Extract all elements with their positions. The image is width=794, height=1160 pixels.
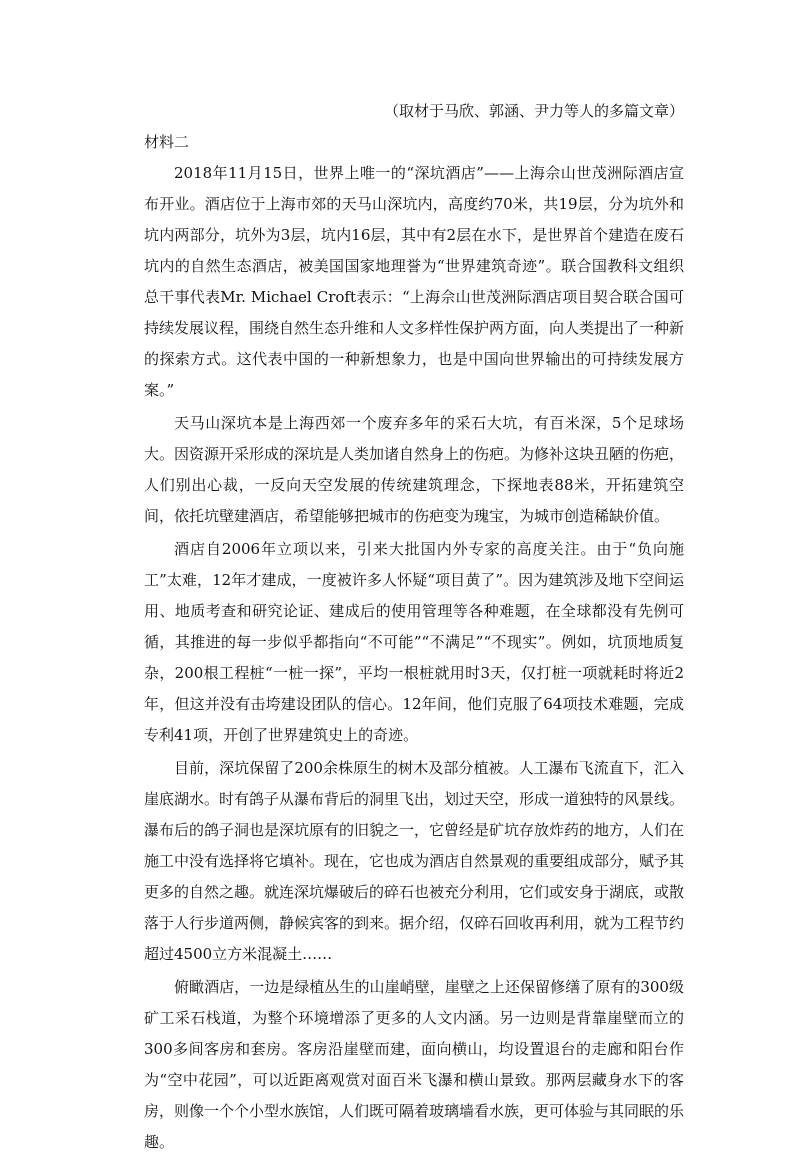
section-title: 材料二 — [144, 133, 190, 151]
paragraph-2: 天马山深坑本是上海西郊一个废弃多年的采石大坑，有百米深，5个足球场大。因资源开采形成的深坑是人类加诸自然身上的伤疤。为修补这块丑陋的伤疤，人们别出心裁，一反向天空发展的传统建筑理念，下探地表88米，开拓建筑空间，依托坑壁建酒店，希望能够把城市的伤疤变为瑰宝，为城市创造稀缺价值。 — [144, 414, 685, 525]
paragraph-1: 2018年11月15日，世界上唯一的“深坑酒店”——上海佘山世茂洲际酒店宣布开业。酒店位于上海市郊的天马山深坑内，高度约70米，共19层，分为坑外和坑内两部分，坑外为3层，坑内16层，其中有2层在水下，是世界首个建造在废石坑内的自然生态酒店，被美国国家地理誉为“世界建筑奇迹”。联合国教科文组织总干事代表Mr. Michael Croft表示：“上海佘山世茂洲际酒店项目契合联合国可持续发展议程，围绕自然生态升维和人文多样性保护两方面，向人类提出了一种新的探索方式。这代表中国的一种新想象力，也是中国向世界输出的可持续发展方案。” — [144, 164, 685, 399]
document-page — [144, 96, 684, 1160]
source-note: （取材于马欣、郭涵、尹力等人的多篇文章） — [383, 102, 684, 120]
paragraph-3: 酒店自2006年立项以来，引来大批国内外专家的高度关注。由于“负向施工”太难，12年才建成，一度被许多人怀疑“项目黄了”。因为建筑涉及地下空间运用、地质考查和研究论证、建成后的使用管理等各种难题，在全球都没有先例可循，其推进的每一步似乎都指向“不可能”“不满足”“不现实”。例如，坑顶地质复杂，200根工程桩“一桩一探”，平均一根桩就用时3天，仅打桩一项就耗时将近2年，但这并没有击垮建设团队的信心。12年间，他们克服了64项技术难题，完成专利41项，开创了世界建筑史上的奇迹。 — [144, 540, 684, 744]
paragraph-4: 目前，深坑保留了200余株原生的树木及部分植被。人工瀑布飞流直下，汇入崖底湖水。时有鸽子从瀑布背后的洞里飞出，划过天空，形成一道独特的风景线。瀑布后的鸽子洞也是深坑原有的旧貌之一，它曾经是矿坑存放炸药的地方，人们在施工中没有选择将它填补。现在，它也成为酒店自然景观的重要组成部分，赋予其更多的自然之趣。就连深坑爆破后的碎石也被充分利用，它们或安身于湖底，或散落于人行步道两侧，静候宾客的到来。据介绍，仅碎石回收再利用，就为工程节约超过4500立方米混凝土…… — [144, 759, 685, 963]
paragraph-5: 俯瞰酒店，一边是绿植丛生的山崖峭壁，崖壁之上还保留修缮了原有的300级矿工采石栈道，为整个环境增添了更多的人文内涵。另一边则是背靠崖壁而立的300多间客房和套房。客房沿崖壁而建，面向横山，均设置退台的走廊和阳台作为“空中花园”，可以近距离观赏对面百米飞瀑和横山景致。那两层藏身水下的客房，则像一个个小型水族馆，人们既可隔着玻璃墙看水族，更可体验与其同眠的乐趣。 — [144, 978, 685, 1151]
